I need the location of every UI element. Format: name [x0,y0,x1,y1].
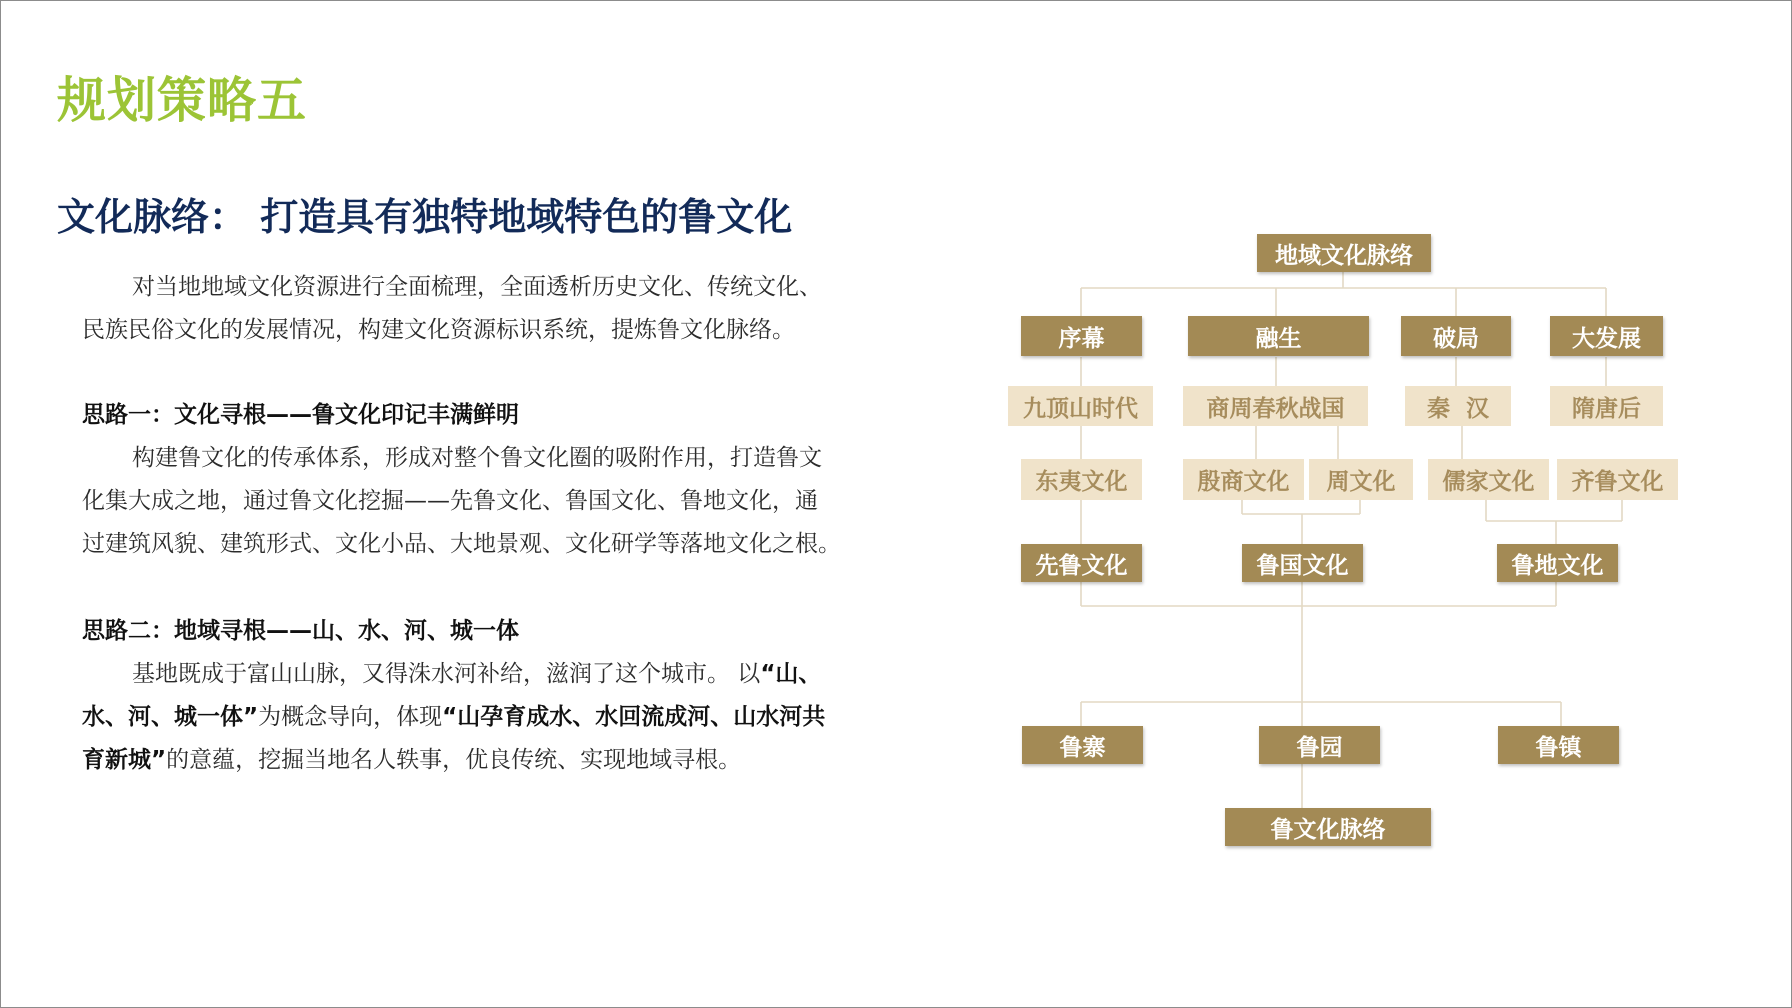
culture-node-qilu: 齐鲁文化 [1557,459,1678,500]
era-node-shangzhou: 商周春秋战国 [1183,386,1368,426]
idea-two-emphasis-1: “山、 [760,661,822,687]
idea-one-line-2: 化集大成之地，通过鲁文化挖掘——先鲁文化、鲁国文化、鲁地文化，通 [82,488,818,514]
idea-one-section [82,394,872,566]
idea-two-line-1 [82,653,872,696]
culture-node-yinshang: 殷商文化 [1183,459,1304,500]
stage-node-breakthrough: 破局 [1401,316,1511,356]
stage-node-fusion: 融生 [1188,316,1369,356]
diagram-root-node: 地域文化脉络 [1257,234,1431,272]
culture-node-dongyi: 东夷文化 [1021,459,1142,500]
page-title: 规划策略五 [57,72,308,129]
stage-node-development: 大发展 [1550,316,1663,356]
era-node-suitang: 隋唐后 [1550,386,1663,426]
idea-one-line-1: 构建鲁文化的传承体系，形成对整个鲁文化圈的吸附作用，打造鲁文 [132,445,822,471]
intro-line-1: 对当地地域文化资源进行全面梳理，全面透析历史文化、传统文化、 [132,274,822,300]
place-node-luzhen: 鲁镇 [1498,726,1619,764]
intro-paragraph [82,266,872,352]
idea-two-line-3 [82,739,872,782]
idea-two-text-1a: 基地既成于富山山脉，又得洙水河补给，滋润了这个城市。 以 [132,661,761,687]
place-node-luyuan: 鲁园 [1259,726,1380,764]
era-node-qinhan: 秦 汉 [1405,386,1511,426]
idea-two-emphasis-2: 水、河、城一体” [82,704,259,730]
idea-one-line-3: 过建筑风貌、建筑形式、文化小品、大地景观、文化研学等落地文化之根。 [82,531,841,557]
culture-node-confucian: 儒家文化 [1428,459,1549,500]
idea-two-emphasis-3: “山孕育成水、水回流成河、山水河共 [442,704,826,730]
idea-one-heading: 思路一：文化寻根——鲁文化印记丰满鲜明 [82,402,519,428]
idea-two-text-2b: 为概念导向，体现 [258,704,443,730]
group-node-ludi: 鲁地文化 [1497,544,1618,582]
idea-two-text-3b: 的意蕴，挖掘当地名人轶事，优良传统、实现地域寻根。 [166,747,742,773]
group-node-xianlu: 先鲁文化 [1021,544,1142,582]
idea-two-line-2 [82,696,872,739]
idea-two-emphasis-4: 育新城” [82,747,167,773]
culture-node-zhou: 周文化 [1309,459,1413,500]
slide-subtitle: 文化脉络： 打造具有独特地域特色的鲁文化 [57,195,793,239]
place-node-luzhai: 鲁寨 [1022,726,1143,764]
intro-line-2: 民族民俗文化的发展情况，构建文化资源标识系统，提炼鲁文化脉络。 [82,317,795,343]
idea-two-section [82,610,872,782]
stage-node-prelude: 序幕 [1021,316,1142,356]
group-node-luguo: 鲁国文化 [1242,544,1363,582]
idea-two-heading: 思路二：地域寻根——山、水、河、城一体 [82,618,519,644]
result-node-lu-culture-lineage: 鲁文化脉络 [1225,808,1431,846]
era-node-jiudingshan: 九顶山时代 [1008,386,1153,426]
